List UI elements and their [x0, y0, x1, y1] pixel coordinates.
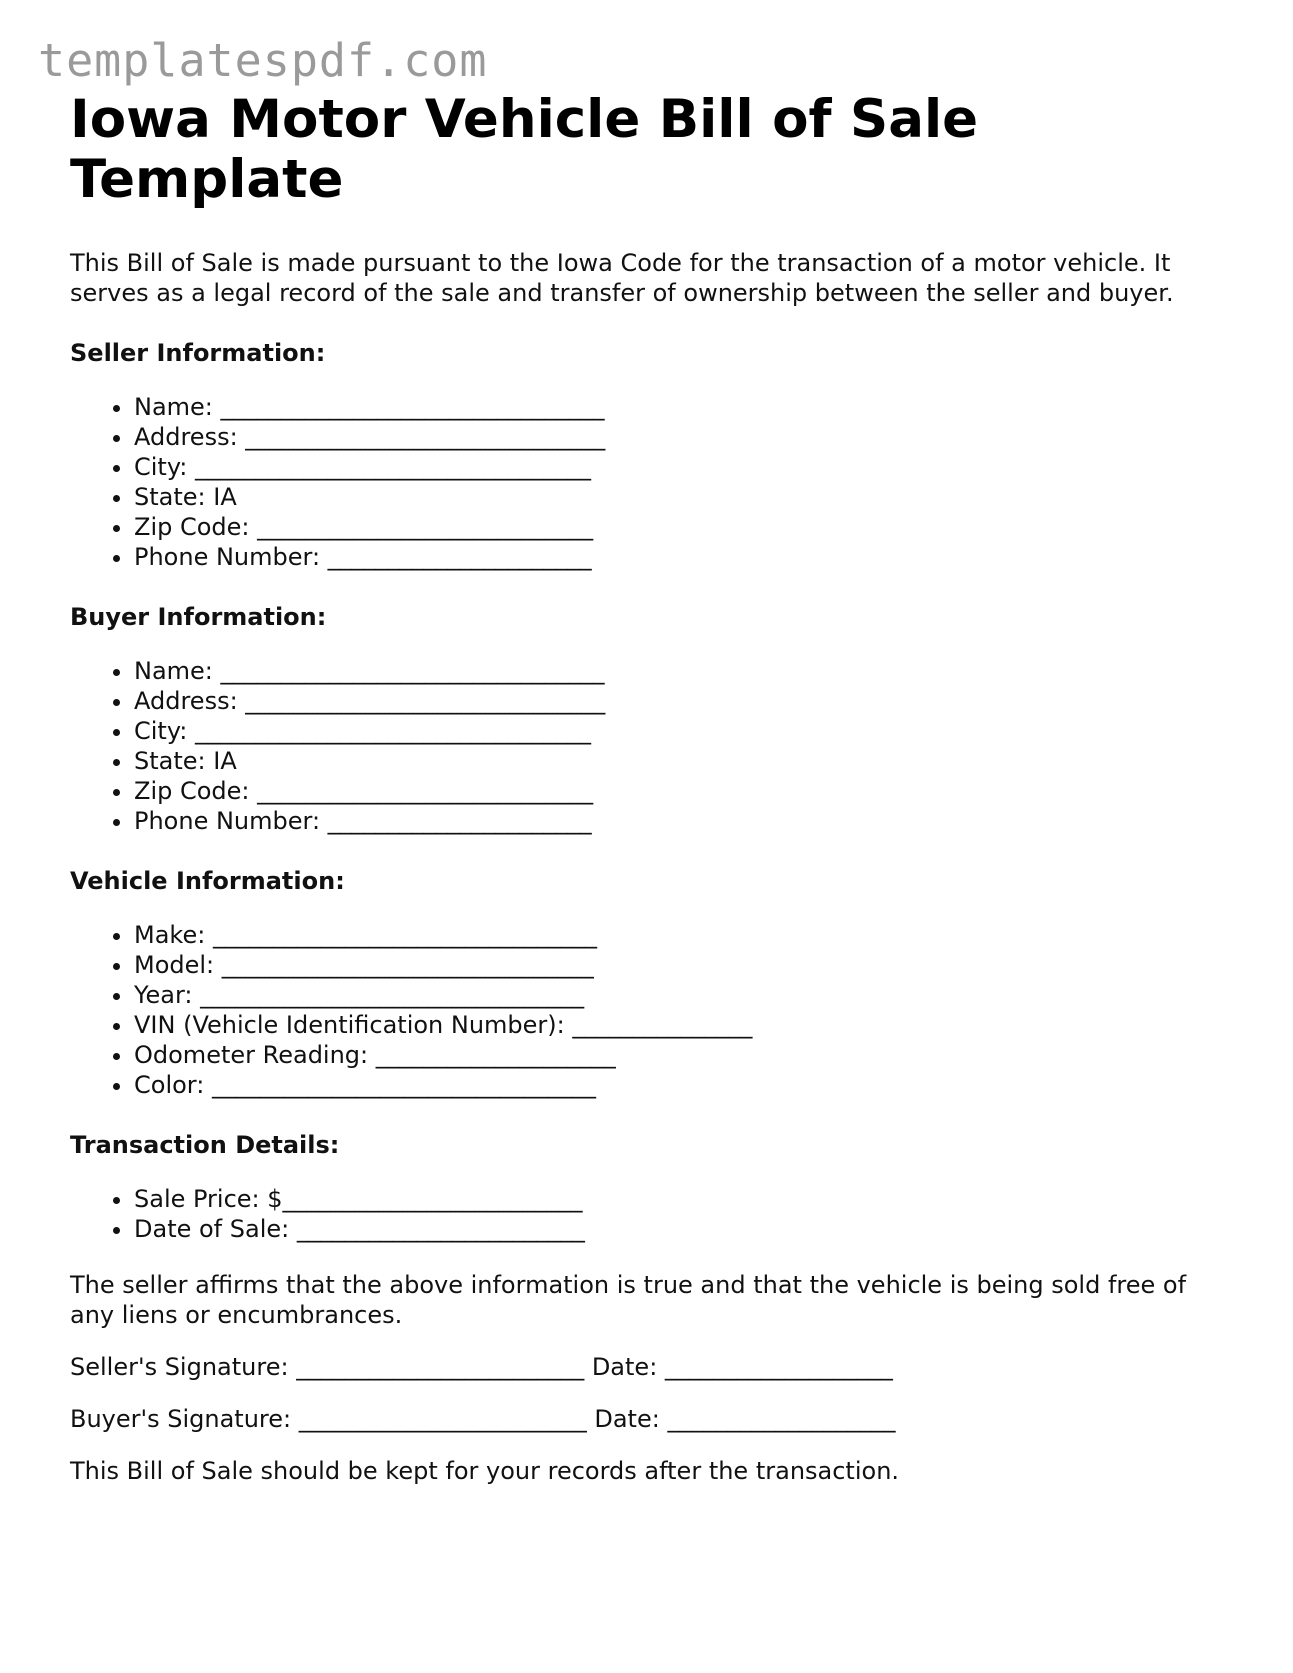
vehicle-model-field: • Model: _______________________________ [134, 950, 1230, 980]
seller-state-field: • State: IA [134, 482, 1230, 512]
seller-address-field: • Address: ______________________________ [134, 422, 1230, 452]
watermark-text: templatespdf.com [38, 34, 488, 87]
seller-name-field: • Name: ________________________________ [134, 392, 1230, 422]
seller-phone-field: • Phone Number: ______________________ [134, 542, 1230, 572]
seller-info-list [70, 392, 1230, 572]
vehicle-section-heading: Vehicle Information: [70, 867, 345, 895]
vehicle-odometer-field: • Odometer Reading: ____________________ [134, 1040, 1230, 1070]
vehicle-info-list [70, 920, 1230, 1100]
buyer-signature-line: Buyer's Signature: ________________________ Date: ___________________ [70, 1405, 896, 1433]
buyer-address-field: • Address: ______________________________ [134, 686, 1230, 716]
seller-section-heading: Seller Information: [70, 339, 326, 367]
vehicle-make-field: • Make: ________________________________ [134, 920, 1230, 950]
sale-date-field: • Date of Sale: ________________________ [134, 1214, 1230, 1244]
buyer-zip-field: • Zip Code: ____________________________ [134, 776, 1230, 806]
footer-note: This Bill of Sale should be kept for your records after the transaction. [70, 1457, 900, 1485]
sale-price-field: • Sale Price: $_________________________ [134, 1184, 1230, 1214]
vehicle-vin-field: • VIN (Vehicle Identification Number): _______________ [134, 1010, 1230, 1040]
document-title: Iowa Motor Vehicle Bill of Sale Template [70, 89, 979, 210]
buyer-section-heading: Buyer Information: [70, 603, 327, 631]
vehicle-year-field: • Year: ________________________________ [134, 980, 1230, 1010]
buyer-phone-field: • Phone Number: ______________________ [134, 806, 1230, 836]
buyer-info-list [70, 656, 1230, 836]
buyer-name-field: • Name: ________________________________ [134, 656, 1230, 686]
buyer-state-field: • State: IA [134, 746, 1230, 776]
transaction-info-list [70, 1184, 1230, 1244]
intro-paragraph: This Bill of Sale is made pursuant to the Iowa Code for the transaction of a motor vehicle. It serves as a legal record of the sale and transfer of ownership between the seller and buyer. [70, 249, 1174, 307]
document-page [70, 90, 1230, 1486]
affirmation-paragraph: The seller affirms that the above information is true and that the vehicle is being sold free of any liens or encumbrances. [70, 1271, 1187, 1329]
seller-zip-field: • Zip Code: ____________________________ [134, 512, 1230, 542]
seller-signature-line: Seller's Signature: ________________________ Date: ___________________ [70, 1353, 893, 1381]
transaction-section-heading: Transaction Details: [70, 1131, 340, 1159]
seller-city-field: • City: _________________________________ [134, 452, 1230, 482]
vehicle-color-field: • Color: ________________________________ [134, 1070, 1230, 1100]
buyer-city-field: • City: _________________________________ [134, 716, 1230, 746]
